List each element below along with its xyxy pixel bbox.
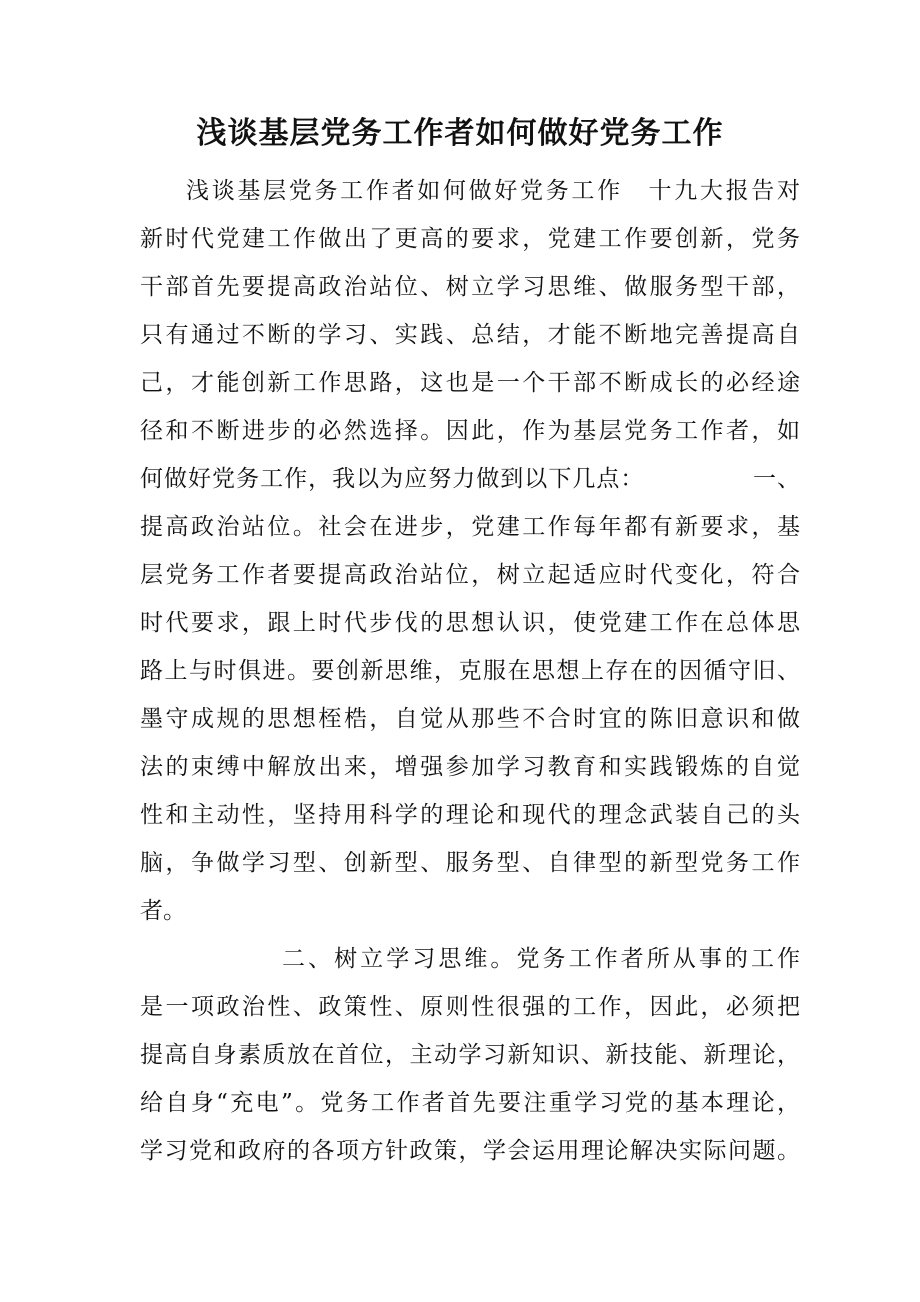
- body-line: 脑，争做学习型、创新型、服务型、自律型的新型党务工作: [140, 850, 800, 876]
- body-line: 是一项政治性、政策性、原则性很强的工作，因此，必须把: [140, 994, 800, 1020]
- body-line: 提高自身素质放在首位，主动学习新知识、新技能、新理论，: [140, 1042, 800, 1068]
- body-line: 提高政治站位。社会在进步，党建工作每年都有新要求，基: [140, 514, 800, 540]
- body-line: 浅谈基层党务工作者如何做好党务工作 十九大报告对: [186, 178, 800, 204]
- body-line: 层党务工作者要提高政治站位，树立起适应时代变化，符合: [140, 562, 800, 588]
- body-line: 学习党和政府的各项方针政策，学会运用理论解决实际问题。: [140, 1138, 800, 1164]
- body-line: 给自身“充电”。党务工作者首先要注重学习党的基本理论，: [140, 1090, 800, 1116]
- body-line: 己，才能创新工作思路，这也是一个干部不断成长的必经途: [140, 370, 800, 396]
- body-line: 只有通过不断的学习、实践、总结，才能不断地完善提高自: [140, 322, 800, 348]
- body-line: 法的束缚中解放出来，增强参加学习教育和实践锻炼的自觉: [140, 754, 800, 780]
- body-line: 径和不断进步的必然选择。因此，作为基层党务工作者，如: [140, 418, 800, 444]
- body-line: 者。: [140, 898, 186, 924]
- body-line: 二、树立学习思维。党务工作者所从事的工作: [282, 946, 800, 972]
- body-line: 时代要求，跟上时代步伐的思想认识，使党建工作在总体思: [140, 610, 800, 636]
- body-line: 新时代党建工作做出了更高的要求，党建工作要创新，党务: [140, 226, 800, 252]
- body-line: 干部首先要提高政治站位、树立学习思维、做服务型干部，: [140, 274, 800, 300]
- body-line: 墨守成规的思想桎梏，自觉从那些不合时宜的陈旧意识和做: [140, 706, 800, 732]
- body-line: 何做好党务工作，我以为应努力做到以下几点： 一、: [140, 466, 800, 492]
- document-title: 浅谈基层党务工作者如何做好党务工作: [196, 116, 724, 151]
- body-line: 性和主动性，坚持用科学的理论和现代的理念武装自己的头: [140, 802, 800, 828]
- body-line: 路上与时俱进。要创新思维，克服在思想上存在的因循守旧、: [140, 658, 800, 684]
